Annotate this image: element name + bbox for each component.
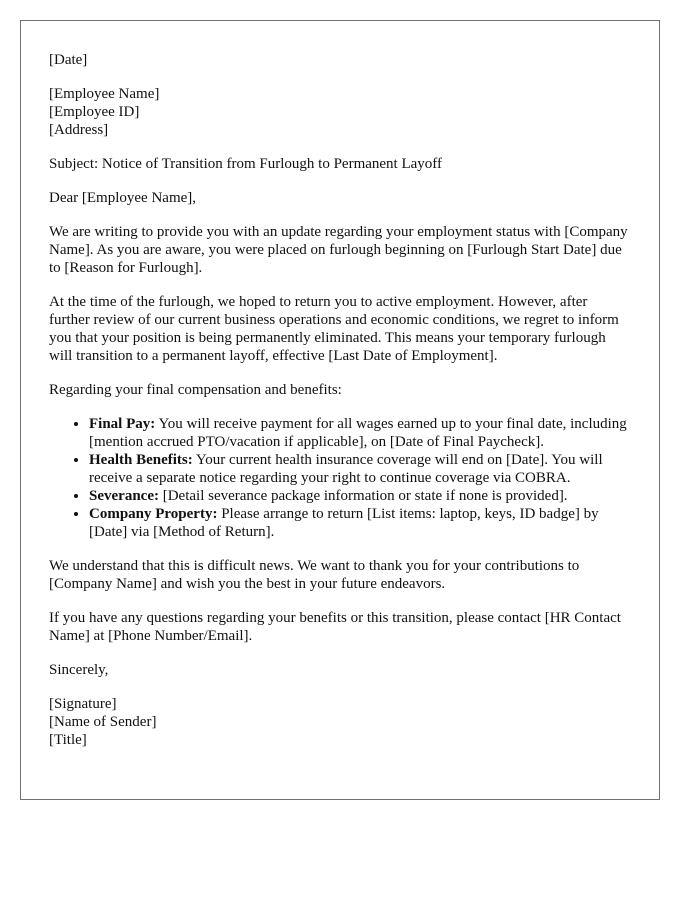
recipient-id: [Employee ID] xyxy=(49,104,140,120)
letter-document xyxy=(20,20,660,800)
benefit-item-health xyxy=(89,451,631,487)
sender-name: [Name of Sender] xyxy=(49,714,157,730)
benefit-item-final-pay xyxy=(89,415,631,451)
recipient-block xyxy=(49,85,631,139)
recipient-name: [Employee Name] xyxy=(49,86,160,102)
body-paragraph-elimination: At the time of the furlough, we hoped to return you to active employment. However, after further review of our current business operations and economic conditions, we regret to inform you that your position is being permanently eliminated. This means your temporary furlough will transition to a permanent layoff, effective [Last Date of Employment]. xyxy=(49,294,619,364)
letter-signoff: Sincerely, xyxy=(49,662,109,678)
signature-line: [Signature] xyxy=(49,696,117,712)
benefits-list xyxy=(49,415,631,541)
body-paragraph-update: We are writing to provide you with an update regarding your employment status with [Company Name]. As you are aware, you were placed on furlough beginning on [Furlough Start Date] due to [Reason for Furlough]. xyxy=(49,224,628,276)
benefit-item-company-property xyxy=(89,505,631,541)
benefit-label: Health Benefits: xyxy=(89,452,193,468)
benefit-item-severance xyxy=(89,487,631,505)
benefit-label: Company Property: xyxy=(89,506,218,522)
benefit-label: Severance: xyxy=(89,488,159,504)
sender-title: [Title] xyxy=(49,732,87,748)
body-paragraph-benefits-intro: Regarding your final compensation and benefits: xyxy=(49,382,342,398)
benefit-text: Please arrange to return [List items: laptop, keys, ID badge] by [Date] via [Method of Return]. xyxy=(89,506,599,540)
benefit-label: Final Pay: xyxy=(89,416,156,432)
letter-subject: Subject: Notice of Transition from Furlough to Permanent Layoff xyxy=(49,156,443,172)
signature-block xyxy=(49,695,631,749)
recipient-address: [Address] xyxy=(49,122,109,138)
closing-paragraph-thanks: We understand that this is difficult news. We want to thank you for your contributions to [Company Name] and wish you the best in your future endeavors. xyxy=(49,558,580,592)
closing-paragraph-contact: If you have any questions regarding your benefits or this transition, please contact [HR Contact Name] at [Phone Number/Email]. xyxy=(49,610,621,644)
letter-date: [Date] xyxy=(49,52,88,68)
benefit-text: You will receive payment for all wages earned up to your final date, including [mention accrued PTO/vacation if applicable], on [Date of Final Paycheck]. xyxy=(89,416,627,450)
letter-salutation: Dear [Employee Name], xyxy=(49,190,197,206)
benefit-text: Your current health insurance coverage will end on [Date]. You will receive a separate notice regarding your right to continue coverage via COBRA. xyxy=(89,452,603,486)
benefit-text: [Detail severance package information or state if none is provided]. xyxy=(158,488,568,504)
